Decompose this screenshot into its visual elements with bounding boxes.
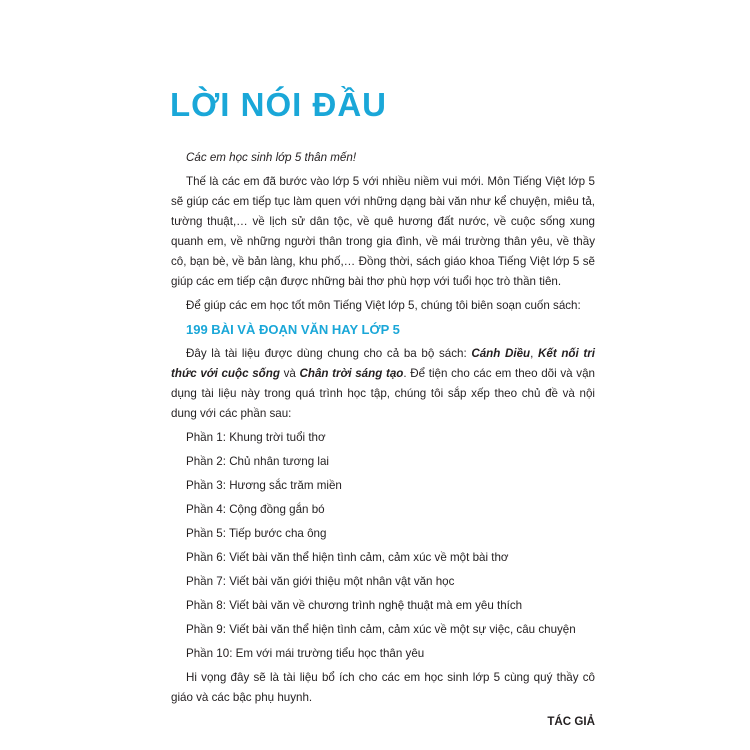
- list-item: Phần 3: Hương sắc trăm miền: [186, 479, 342, 492]
- book-title: 199 BÀI VÀ ĐOẠN VĂN HAY LỚP 5: [186, 322, 400, 337]
- list-item: Phần 4: Cộng đồng gắn bó: [186, 503, 325, 516]
- list-item: Phần 2: Chủ nhân tương lai: [186, 455, 329, 468]
- page-title: LỜI NÓI ĐẦU: [170, 86, 387, 123]
- paragraph-purpose: Để giúp các em học tốt môn Tiếng Việt lớp 5, chúng tôi biên soạn cuốn sách:: [186, 299, 581, 312]
- parts-list: [171, 428, 595, 664]
- series-separator: ,: [530, 347, 538, 360]
- series-separator: và: [279, 367, 300, 380]
- preface-body: [171, 148, 595, 732]
- paragraph-intro: Thế là các em đã bước vào lớp 5 với nhiều niềm vui mới. Môn Tiếng Việt lớp 5 sẽ giúp các em tiếp tục làm quen với những dạng bài văn như kể chuyện, miêu tả, tường thuật,… về lịch sử dân tộc, về quê hương đất nước, về cuộc sống xung quanh em, về những người thân trong gia đình, về mái trường thân yêu, về thầy cô, bạn bè, về bản làng, khu phố,… Đồng thời, sách giáo khoa Tiếng Việt lớp 5 sẽ giúp các em tiếp cận được những bài thơ phù hợp với tuổi học trò thần tiên.: [171, 175, 595, 288]
- list-item: Phần 9: Viết bài văn thể hiện tình cảm, cảm xúc về một sự việc, câu chuyện: [186, 623, 576, 636]
- greeting: Các em học sinh lớp 5 thân mến!: [186, 151, 357, 164]
- usage-intro-text: Đây là tài liệu được dùng chung cho cả ba bộ sách:: [186, 347, 472, 360]
- series-canh-dieu: Cánh Diều: [471, 347, 531, 360]
- series-chan-troi: Chân trời sáng tạo: [299, 367, 404, 380]
- series-ket-noi: Kết nối tri thức với cuộc sống: [171, 347, 595, 380]
- list-item: Phần 8: Viết bài văn về chương trình nghệ thuật mà em yêu thích: [186, 599, 523, 612]
- list-item: Phần 10: Em với mái trường tiểu học thân yêu: [186, 647, 425, 660]
- list-item: Phần 7: Viết bài văn giới thiệu một nhân vật văn học: [186, 575, 455, 588]
- author-signature: TÁC GIẢ: [547, 715, 595, 728]
- paragraph-usage: [171, 344, 595, 424]
- list-item: Phần 1: Khung trời tuổi thơ: [186, 431, 326, 444]
- paragraph-closing: Hi vọng đây sẽ là tài liệu bổ ích cho các em học sinh lớp 5 cùng quý thầy cô giáo và các bậc phụ huynh.: [171, 671, 595, 704]
- list-item: Phần 5: Tiếp bước cha ông: [186, 527, 327, 540]
- list-item: Phần 6: Viết bài văn thể hiện tình cảm, cảm xúc về một bài thơ: [186, 551, 509, 564]
- usage-rest-text: . Để tiện cho các em theo dõi và vận dụng tài liệu này trong quá trình học tập, chúng tôi sắp xếp theo chủ đề và nội dung với các phần sau:: [171, 367, 595, 420]
